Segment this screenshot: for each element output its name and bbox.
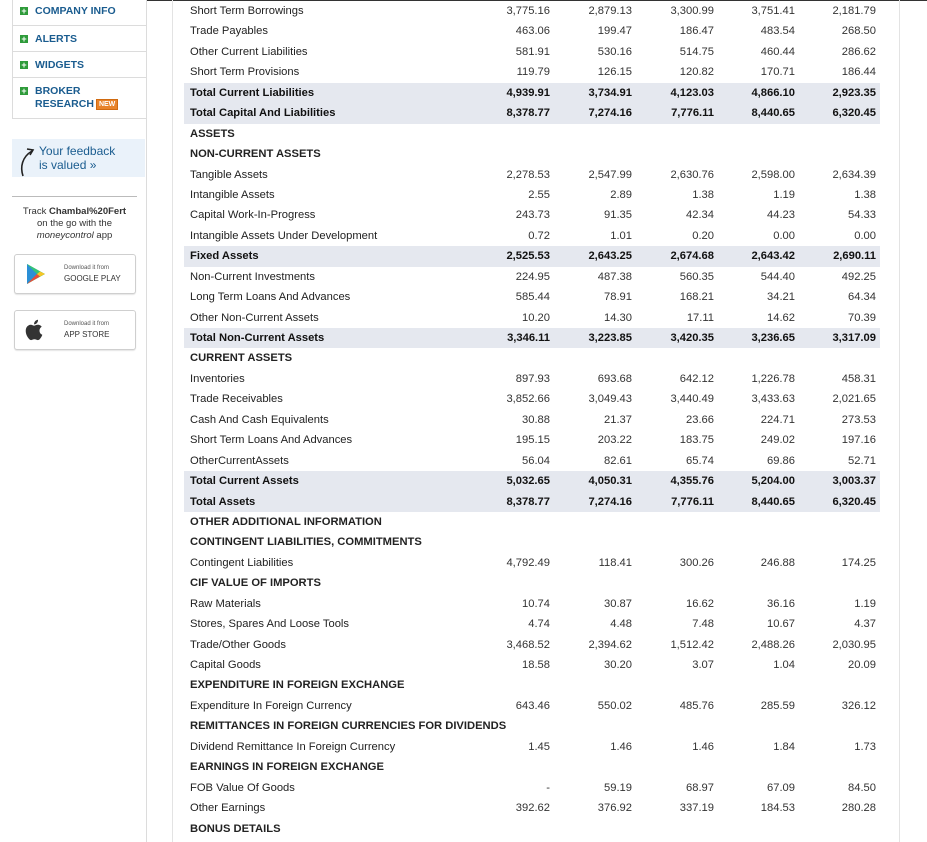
value-cell: 2,923.35 — [832, 86, 876, 99]
value-cell: 1.38 — [854, 188, 876, 201]
menu-label: WIDGETS — [35, 59, 84, 71]
value-cell: 2.89 — [610, 188, 632, 201]
value-cell: 7,274.16 — [588, 495, 632, 508]
value-cell: 3,223.85 — [588, 332, 632, 344]
value-cell: 300.26 — [679, 556, 714, 569]
row-label: ASSETS — [190, 127, 235, 140]
value-cell: 3,317.09 — [832, 332, 876, 344]
value-cell: 3,420.35 — [670, 332, 714, 344]
value-cell: 70.39 — [848, 311, 876, 324]
row-label: EXPENDITURE IN FOREIGN EXCHANGE — [190, 679, 405, 692]
plus-icon: + — [21, 6, 27, 16]
row-label: NON-CURRENT ASSETS — [190, 148, 321, 161]
row-label: Total Capital And Liabilities — [190, 107, 336, 120]
value-cell: 2,547.99 — [588, 168, 632, 181]
value-cell: 460.44 — [760, 45, 795, 58]
table-row — [184, 430, 880, 450]
row-label: Intangible Assets Under Development — [190, 229, 378, 242]
value-cell: 0.72 — [528, 229, 550, 242]
store-big-text: APP STORE — [64, 330, 110, 339]
store-big-text: GOOGLE PLAY — [64, 274, 121, 283]
row-label: REMITTANCES IN FOREIGN CURRENCIES FOR DIVIDENDS — [190, 720, 507, 733]
value-cell: 463.06 — [515, 25, 550, 38]
value-cell: 1.19 — [854, 597, 876, 610]
row-label: Contingent Liabilities — [190, 556, 294, 569]
row-label: FOB Value Of Goods — [190, 781, 295, 794]
table-row — [184, 451, 880, 471]
feedback-link[interactable] — [12, 139, 145, 177]
total-row — [184, 328, 880, 348]
value-cell: 1.04 — [773, 659, 795, 671]
value-cell: 54.33 — [848, 209, 876, 222]
new-badge: NEW — [96, 99, 118, 110]
value-cell: 203.22 — [597, 434, 632, 447]
value-cell: 8,440.65 — [751, 107, 795, 120]
table-row — [184, 696, 880, 716]
track-app-promo — [12, 206, 137, 242]
row-label: Expenditure In Foreign Currency — [190, 699, 352, 712]
section-header-row — [184, 124, 880, 144]
table-row — [184, 42, 880, 62]
value-cell: 550.02 — [597, 699, 632, 712]
value-cell: 8,378.77 — [506, 495, 550, 508]
menu-company-info[interactable] — [12, 0, 146, 26]
row-label: Capital Goods — [190, 659, 261, 671]
value-cell: 2,030.95 — [832, 638, 876, 651]
value-cell: 20.09 — [848, 659, 876, 671]
value-cell: 487.38 — [597, 270, 632, 283]
plus-icon: + — [21, 34, 27, 44]
row-label: OtherCurrentAssets — [190, 454, 289, 467]
value-cell: 6,320.45 — [832, 495, 876, 508]
value-cell: 392.62 — [515, 802, 550, 815]
table-row — [184, 1, 880, 21]
menu-alerts[interactable] — [12, 26, 146, 52]
value-cell: 3,049.43 — [588, 393, 632, 406]
value-cell: 17.11 — [686, 311, 714, 324]
track-company: Chambal%20Fert — [48, 206, 127, 217]
track-suffix: app — [93, 230, 113, 241]
value-cell: 68.97 — [686, 781, 714, 794]
row-label: Other Earnings — [190, 802, 266, 815]
track-line1: Track Chambal%20Fert — [22, 206, 127, 217]
value-cell: 585.44 — [515, 291, 550, 304]
value-cell: 1.84 — [773, 740, 795, 753]
value-cell: 34.21 — [767, 291, 795, 304]
value-cell: 84.50 — [848, 781, 876, 794]
value-cell: 286.62 — [841, 45, 876, 58]
value-cell: 581.91 — [515, 45, 550, 58]
value-cell: 118.41 — [598, 556, 632, 569]
menu-broker-research[interactable] — [12, 78, 146, 119]
value-cell: 174.25 — [841, 556, 876, 569]
google-play-button[interactable] — [14, 254, 136, 294]
value-cell: 3,300.99 — [670, 5, 714, 17]
value-cell: 170.71 — [760, 66, 795, 79]
table-row — [184, 798, 880, 818]
value-cell: 1.73 — [854, 740, 876, 753]
value-cell: 280.28 — [841, 802, 876, 815]
value-cell: 2,634.39 — [832, 168, 876, 181]
value-cell: 2,021.65 — [832, 393, 876, 406]
value-cell: 21.37 — [604, 413, 632, 426]
value-cell: 64.34 — [848, 291, 876, 304]
value-cell: 2,278.53 — [506, 168, 550, 181]
value-cell: 199.47 — [597, 25, 632, 38]
value-cell: 2.55 — [528, 188, 550, 201]
row-label: Stores, Spares And Loose Tools — [190, 618, 350, 631]
value-cell: 65.74 — [686, 454, 714, 467]
value-cell: 2,879.13 — [588, 5, 632, 17]
value-cell: 643.46 — [515, 699, 550, 712]
value-cell: 1,226.78 — [751, 372, 795, 385]
row-label: Short Term Provisions — [190, 66, 300, 79]
row-label: Other Current Liabilities — [190, 45, 308, 58]
value-cell: 4.48 — [610, 618, 632, 631]
value-cell: 4.37 — [854, 618, 876, 631]
value-cell: 4,050.31 — [588, 475, 632, 488]
row-label: Total Current Assets — [190, 475, 299, 488]
value-cell: 8,378.77 — [506, 107, 550, 120]
row-label: Total Non-Current Assets — [190, 332, 325, 344]
value-cell: 4,792.49 — [506, 556, 550, 569]
table-row — [184, 185, 880, 205]
menu-label: COMPANY INFO — [35, 5, 116, 17]
row-label: Capital Work-In-Progress — [190, 209, 316, 222]
value-cell: 10.20 — [522, 311, 550, 324]
value-cell: 14.62 — [767, 311, 795, 324]
value-cell: 897.93 — [515, 372, 550, 385]
value-cell: 82.61 — [604, 454, 632, 467]
section-header-row — [184, 573, 880, 593]
table-row — [184, 62, 880, 82]
table-row — [184, 778, 880, 798]
value-cell: 642.12 — [679, 372, 714, 385]
row-label: Non-Current Investments — [190, 270, 315, 283]
table-row — [184, 737, 880, 757]
value-cell: 273.53 — [841, 413, 876, 426]
table-row — [184, 410, 880, 430]
value-cell: 126.15 — [597, 66, 632, 79]
apple-icon — [24, 318, 46, 342]
row-label: Short Term Loans And Advances — [190, 434, 353, 447]
value-cell: 59.19 — [604, 781, 632, 794]
row-label: Intangible Assets — [190, 188, 275, 201]
value-cell: 23.66 — [686, 413, 714, 426]
row-label: BONUS DETAILS — [190, 822, 281, 835]
value-cell: 7,776.11 — [671, 107, 714, 120]
track-line2: on the go with the — [37, 218, 112, 229]
table-row — [184, 205, 880, 225]
value-cell: 2,643.42 — [751, 250, 795, 263]
track-line3 — [12, 230, 137, 242]
value-cell: 0.20 — [692, 229, 714, 242]
row-label: Tangible Assets — [190, 168, 268, 181]
table-row — [184, 389, 880, 409]
table-row — [184, 165, 880, 185]
value-cell: 3,751.41 — [751, 5, 795, 17]
total-row — [184, 471, 880, 491]
row-label: Trade Receivables — [190, 393, 283, 406]
value-cell: 3,468.52 — [506, 638, 550, 651]
value-cell: 4,355.76 — [670, 475, 714, 488]
plus-icon: + — [21, 86, 27, 96]
feedback-line1: Your feedback — [39, 144, 116, 158]
value-cell: 514.75 — [679, 45, 714, 58]
value-cell: 7.48 — [692, 618, 714, 631]
value-cell: 3,734.91 — [588, 86, 632, 99]
value-cell: 1.46 — [692, 740, 714, 753]
value-cell: - — [546, 781, 550, 794]
value-cell: 458.31 — [841, 372, 876, 385]
value-cell: 0.00 — [854, 229, 876, 242]
row-label: CONTINGENT LIABILITIES, COMMITMENTS — [190, 536, 422, 549]
value-cell: 4,939.91 — [506, 86, 550, 99]
row-label: OTHER ADDITIONAL INFORMATION — [190, 515, 382, 528]
value-cell: 2,643.25 — [588, 250, 632, 263]
value-cell: 2,690.11 — [833, 250, 876, 263]
value-cell: 3,236.65 — [751, 332, 795, 344]
value-cell: 2,394.62 — [588, 638, 632, 651]
value-cell: 268.50 — [841, 25, 876, 38]
sidebar-separator — [12, 196, 137, 197]
table-row — [184, 287, 880, 307]
value-cell: 1.46 — [610, 740, 632, 753]
total-row — [184, 492, 880, 512]
table-row — [184, 21, 880, 41]
row-label: CURRENT ASSETS — [190, 352, 293, 365]
value-cell: 492.25 — [841, 270, 876, 283]
value-cell: 4.74 — [528, 618, 550, 631]
feedback-line2: is valued » — [39, 158, 97, 172]
row-label: Cash And Cash Equivalents — [190, 413, 329, 426]
section-header-row — [184, 512, 880, 532]
value-cell: 184.53 — [760, 802, 795, 815]
value-cell: 530.16 — [597, 45, 632, 58]
content-border-left — [172, 0, 173, 842]
value-cell: 249.02 — [760, 434, 795, 447]
value-cell: 4,123.03 — [670, 86, 714, 99]
value-cell: 52.71 — [848, 454, 876, 467]
row-label: Fixed Assets — [190, 250, 259, 263]
row-label: Total Current Liabilities — [190, 86, 315, 99]
value-cell: 120.82 — [679, 66, 714, 79]
row-label: Inventories — [190, 372, 245, 385]
value-cell: 195.15 — [515, 434, 550, 447]
menu-label-line1: BROKER — [35, 85, 81, 97]
value-cell: 30.88 — [522, 413, 550, 426]
google-play-icon — [24, 262, 48, 286]
value-cell: 2,630.76 — [670, 168, 714, 181]
row-label: EARNINGS IN FOREIGN EXCHANGE — [190, 761, 384, 774]
value-cell: 483.54 — [760, 25, 795, 38]
value-cell: 7,274.16 — [588, 107, 632, 120]
value-cell: 10.74 — [522, 597, 550, 610]
value-cell: 30.87 — [604, 597, 632, 610]
value-cell: 224.71 — [760, 413, 795, 426]
total-row — [184, 83, 880, 103]
value-cell: 1,512.42 — [670, 638, 714, 651]
value-cell: 224.95 — [515, 270, 550, 283]
value-cell: 693.68 — [597, 372, 632, 385]
value-cell: 326.12 — [841, 699, 876, 712]
table-row — [184, 614, 880, 634]
row-label: CIF VALUE OF IMPORTS — [190, 577, 321, 590]
value-cell: 8,440.65 — [751, 495, 795, 508]
total-row — [184, 246, 880, 266]
value-cell: 3,440.49 — [670, 393, 714, 406]
sidebar-menu — [12, 0, 146, 119]
value-cell: 14.30 — [604, 311, 632, 324]
value-cell: 1.19 — [773, 188, 795, 201]
row-label: Trade/Other Goods — [190, 638, 286, 651]
value-cell: 544.40 — [760, 270, 795, 283]
value-cell: 2,598.00 — [751, 168, 795, 181]
row-label: Short Term Borrowings — [190, 5, 304, 17]
value-cell: 78.91 — [604, 291, 632, 304]
menu-label: ALERTS — [35, 33, 77, 45]
value-cell: 44.23 — [767, 209, 795, 222]
value-cell: 6,320.45 — [832, 107, 876, 120]
value-cell: 3,852.66 — [506, 393, 550, 406]
value-cell: 1.38 — [692, 188, 714, 201]
section-header-row — [184, 675, 880, 695]
feedback-text — [39, 144, 115, 172]
value-cell: 1.01 — [610, 229, 632, 242]
value-cell: 5,032.65 — [506, 475, 550, 488]
plus-icon: + — [21, 60, 27, 70]
value-cell: 186.44 — [841, 66, 876, 79]
value-cell: 16.62 — [686, 597, 714, 610]
value-cell: 376.92 — [597, 802, 632, 815]
value-cell: 5,204.00 — [751, 475, 795, 488]
value-cell: 69.86 — [767, 454, 795, 467]
menu-label — [35, 85, 118, 111]
value-cell: 337.19 — [679, 802, 714, 815]
value-cell: 30.20 — [604, 659, 632, 671]
value-cell: 3,003.37 — [832, 475, 876, 488]
row-label: Trade Payables — [190, 25, 268, 38]
value-cell: 1.45 — [528, 740, 550, 753]
value-cell: 0.00 — [773, 229, 795, 242]
value-cell: 18.58 — [522, 659, 550, 671]
value-cell: 243.73 — [515, 209, 550, 222]
value-cell: 119.79 — [516, 66, 550, 79]
store-small-text: Download it from — [64, 321, 110, 327]
value-cell: 91.35 — [604, 209, 632, 222]
value-cell: 7,776.11 — [671, 495, 714, 508]
section-header-row — [184, 819, 880, 839]
value-cell: 186.47 — [679, 25, 714, 38]
content-border-right — [899, 0, 900, 842]
table-row — [184, 369, 880, 389]
table-row — [184, 655, 880, 675]
value-cell: 2,674.68 — [670, 250, 714, 263]
app-store-button[interactable] — [14, 310, 136, 350]
menu-label-line2: RESEARCH — [35, 98, 94, 110]
total-row — [184, 103, 880, 123]
value-cell: 197.16 — [841, 434, 876, 447]
table-row — [184, 226, 880, 246]
value-cell: 560.35 — [679, 270, 714, 283]
table-row — [184, 308, 880, 328]
row-label: Other Non-Current Assets — [190, 311, 319, 324]
section-header-row — [184, 532, 880, 552]
value-cell: 2,525.53 — [506, 250, 550, 263]
curved-arrow-icon — [18, 143, 38, 177]
row-label: Dividend Remittance In Foreign Currency — [190, 740, 396, 753]
table-row — [184, 594, 880, 614]
value-cell: 2,181.79 — [832, 5, 876, 17]
section-header-row — [184, 716, 880, 736]
value-cell: 10.67 — [767, 618, 795, 631]
value-cell: 3.07 — [692, 659, 714, 671]
value-cell: 183.75 — [679, 434, 714, 447]
value-cell: 3,433.63 — [751, 393, 795, 406]
section-header-row — [184, 348, 880, 368]
table-row — [184, 553, 880, 573]
store-small-text: Download it from — [64, 265, 110, 271]
value-cell: 168.21 — [679, 291, 714, 304]
balance-sheet-table — [184, 1, 880, 839]
left-sidebar — [0, 0, 147, 842]
row-label: Raw Materials — [190, 597, 261, 610]
value-cell: 2,488.26 — [751, 638, 795, 651]
row-label: Long Term Loans And Advances — [190, 291, 351, 304]
value-cell: 42.34 — [686, 209, 714, 222]
value-cell: 4,866.10 — [751, 86, 795, 99]
value-cell: 56.04 — [522, 454, 550, 467]
value-cell: 3,346.11 — [507, 332, 550, 344]
menu-widgets[interactable] — [12, 52, 146, 78]
track-brand: moneycontrol — [36, 230, 94, 241]
section-header-row — [184, 144, 880, 164]
value-cell: 246.88 — [760, 556, 795, 569]
section-header-row — [184, 757, 880, 777]
value-cell: 485.76 — [679, 699, 714, 712]
value-cell: 36.16 — [767, 597, 795, 610]
value-cell: 67.09 — [767, 781, 795, 794]
value-cell: 3,775.16 — [506, 5, 550, 17]
table-row — [184, 267, 880, 287]
value-cell: 285.59 — [760, 699, 795, 712]
table-row — [184, 635, 880, 655]
row-label: Total Assets — [190, 495, 256, 508]
sidebar-divider — [146, 0, 147, 842]
